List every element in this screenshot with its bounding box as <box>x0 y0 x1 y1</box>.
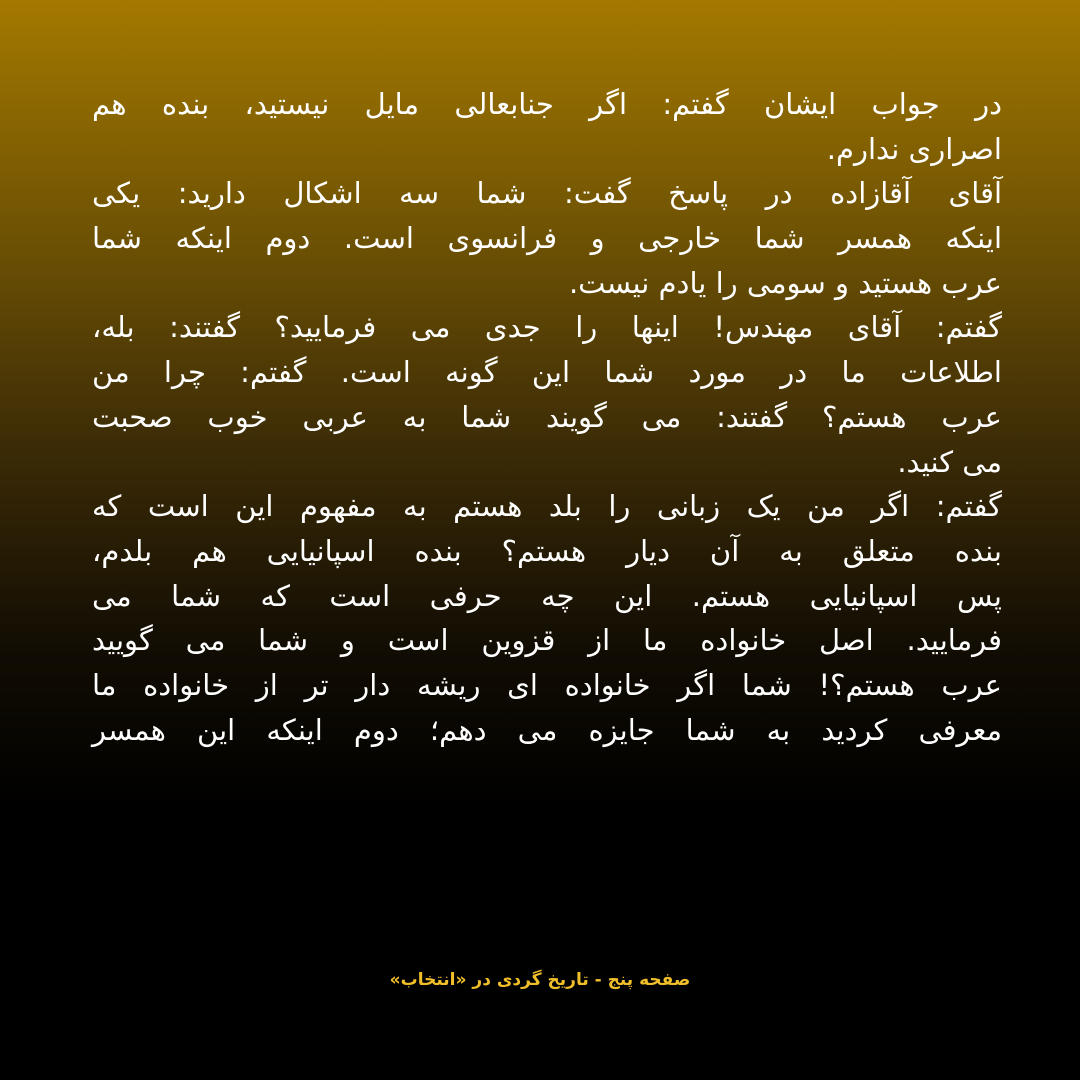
text-line: فرمایید. اصل خانواده ما از قزوین است و شما می گویید <box>92 623 1002 658</box>
text-line: گفتم: اگر من یک زبانی را بلد هستم به مفهوم این است که <box>92 489 1002 524</box>
text-line: بنده متعلق به آن دیار هستم؟ بنده اسپانیایی هم بلدم، <box>92 533 1002 568</box>
text-line: معرفی کردید به شما جایزه می دهم؛ دوم اینکه این همسر <box>92 712 1002 747</box>
text-line: آقای آقازاده در پاسخ گفت: شما سه اشکال دارید: یکی <box>92 176 1002 211</box>
text-line: می کنید. <box>897 444 1002 479</box>
page-caption: صفحه پنج - تاریخ گردی در «انتخاب» <box>389 970 691 990</box>
text-line: اصراری ندارم. <box>826 131 1002 166</box>
article-text <box>92 82 1002 752</box>
text-line: اطلاعات ما در مورد شما این گونه است. گفتم: چرا من <box>92 355 1002 390</box>
text-line: گفتم: آقای مهندس! اینها را جدی می فرمایید؟ گفتند: بله، <box>92 310 1002 345</box>
text-line: در جواب ایشان گفتم: اگر جنابعالی مایل نیستید، بنده هم <box>92 87 1002 121</box>
text-line: عرب هستم؟ گفتند: می گویند شما به عربی خوب صحبت <box>92 399 1002 434</box>
text-line: عرب هستید و سومی را یادم نیست. <box>568 265 1002 300</box>
text-line: اینکه همسر شما خارجی و فرانسوی است. دوم اینکه شما <box>92 221 1002 256</box>
text-line: عرب هستم؟! شما اگر خانواده ای ریشه دار تر از خانواده ما <box>92 667 1002 702</box>
text-line: پس اسپانیایی هستم. این چه حرفی است که شما می <box>92 578 1002 613</box>
